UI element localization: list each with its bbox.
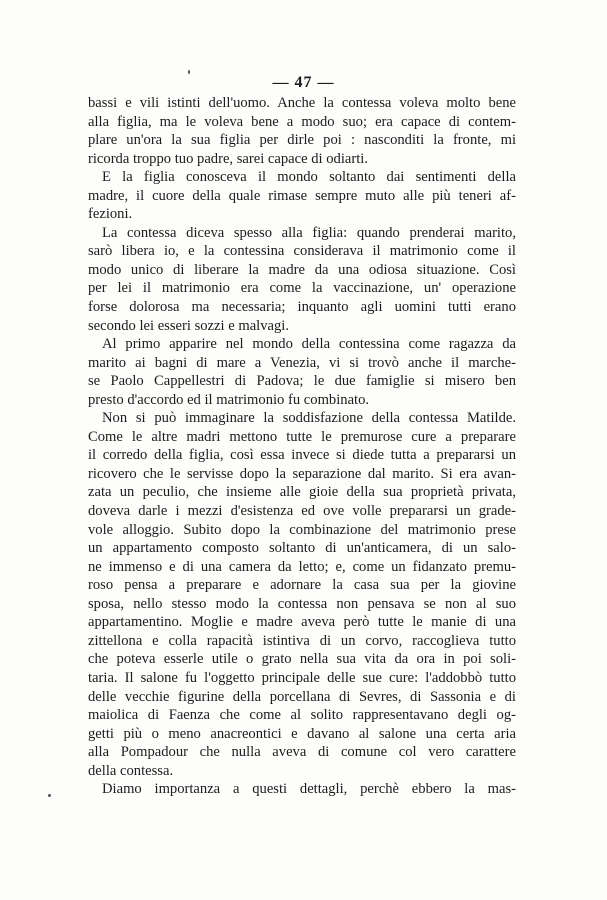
text-line: vole alloggio. Subito dopo la combinazione del matrimonio prese: [88, 521, 516, 538]
text-line: zata un peculio, che insieme alle gioie della sua proprietà privata,: [88, 484, 516, 501]
text-line: madre, il cuore della quale rimase sempre muto alle più teneri af-: [88, 187, 516, 204]
text-line: che poteva esserle utile o grato nella sua vita da ora in poi soli-: [88, 651, 516, 668]
text-line: doveva darle i mezzi d'esistenza ed ove volle prepararsi un grade-: [88, 503, 516, 520]
text-line: Diamo importanza a questi dettagli, perchè ebbero la mas-: [102, 781, 516, 798]
text-line: E la figlia conosceva il mondo soltanto dai sentimenti della: [102, 169, 516, 186]
scan-speck: [188, 70, 190, 74]
text-line: il corredo della figlia, così essa invece si diede tutta a prepararsi un: [88, 447, 516, 464]
text-line: zittellona e colla rapacità istintiva di un corvo, raccoglieva tutto: [88, 632, 516, 649]
scan-speck: [48, 794, 51, 797]
text-line: maiolica di Faenza che come al solito rappresentavano degli og-: [88, 707, 516, 724]
text-line: alla figlia, ma le voleva bene a modo suo; era capace di contem-: [88, 113, 516, 130]
text-line: delle vecchie figurine della porcellana di Sevres, di Sassonia e di: [88, 688, 516, 705]
text-line: forse dolorosa ma necessaria; inquanto agli uomini tutti erano: [88, 299, 516, 316]
text-line: ne immenso e di una camera da letto; e, come un fidanzato premu-: [88, 558, 516, 575]
text-line: presto d'accordo ed il matrimonio fu combinato.: [88, 391, 370, 408]
text-line: La contessa diceva spesso alla figlia: quando prenderai marito,: [102, 224, 516, 241]
text-line: per lei il matrimonio era come la vaccinazione, un' operazione: [88, 280, 516, 297]
page-number: — 47 —: [272, 74, 335, 91]
text-line: fezioni.: [88, 206, 133, 223]
text-line: secondo lei esseri sozzi e malvagi.: [88, 317, 289, 334]
text-line: appartamentino. Moglie e madre aveva però tutte le manie di una: [88, 614, 516, 631]
text-line: taria. Il salone fu l'oggetto principale delle sue cure: l'addobbò tutto: [88, 669, 516, 686]
text-line: Al primo apparire nel mondo della contessina come ragazza da: [102, 336, 516, 353]
text-line: sarò libera io, e la contessina considerava il matrimonio come il: [88, 243, 516, 260]
text-line: Come le altre madri mettono tutte le premurose cure a preparare: [88, 428, 516, 445]
text-line: un appartamento composto soltanto di un'anticamera, di un salo-: [88, 540, 516, 557]
text-line: alla Pompadour che nulla aveva di comune col vero carattere: [88, 744, 516, 761]
text-line: della contessa.: [88, 762, 174, 779]
text-line: ricorda troppo tuo padre, sarei capace di odiarti.: [88, 150, 368, 167]
text-line: sposa, nello stesso modo la contessa non pensava se non al suo: [88, 595, 516, 612]
body-text: [88, 94, 516, 799]
text-line: marito ai bagni di mare a Venezia, vi si trovò anche il marche-: [88, 354, 516, 371]
text-line: roso pensa a preparare e adornare la casa sua per la giovine: [88, 577, 516, 594]
text-line: ricovero che le servisse dopo la separazione dal marito. Si era avan-: [88, 465, 516, 482]
text-line: bassi e vili istinti dell'uomo. Anche la contessa voleva molto bene: [88, 95, 516, 111]
text-line: getti più o meno anacreontici e davano al salone una certa aria: [88, 725, 516, 742]
text-line: se Paolo Cappellestri di Padova; le due famiglie si misero ben: [88, 373, 516, 390]
text-line: modo unico di liberare la madre da una odiosa situazione. Così: [88, 261, 516, 278]
text-line: plare un'ora la sua figlia per dirle poi : nasconditi la fronte, mi: [88, 132, 516, 149]
text-line: Non si può immaginare la soddisfazione della contessa Matilde.: [102, 410, 516, 427]
